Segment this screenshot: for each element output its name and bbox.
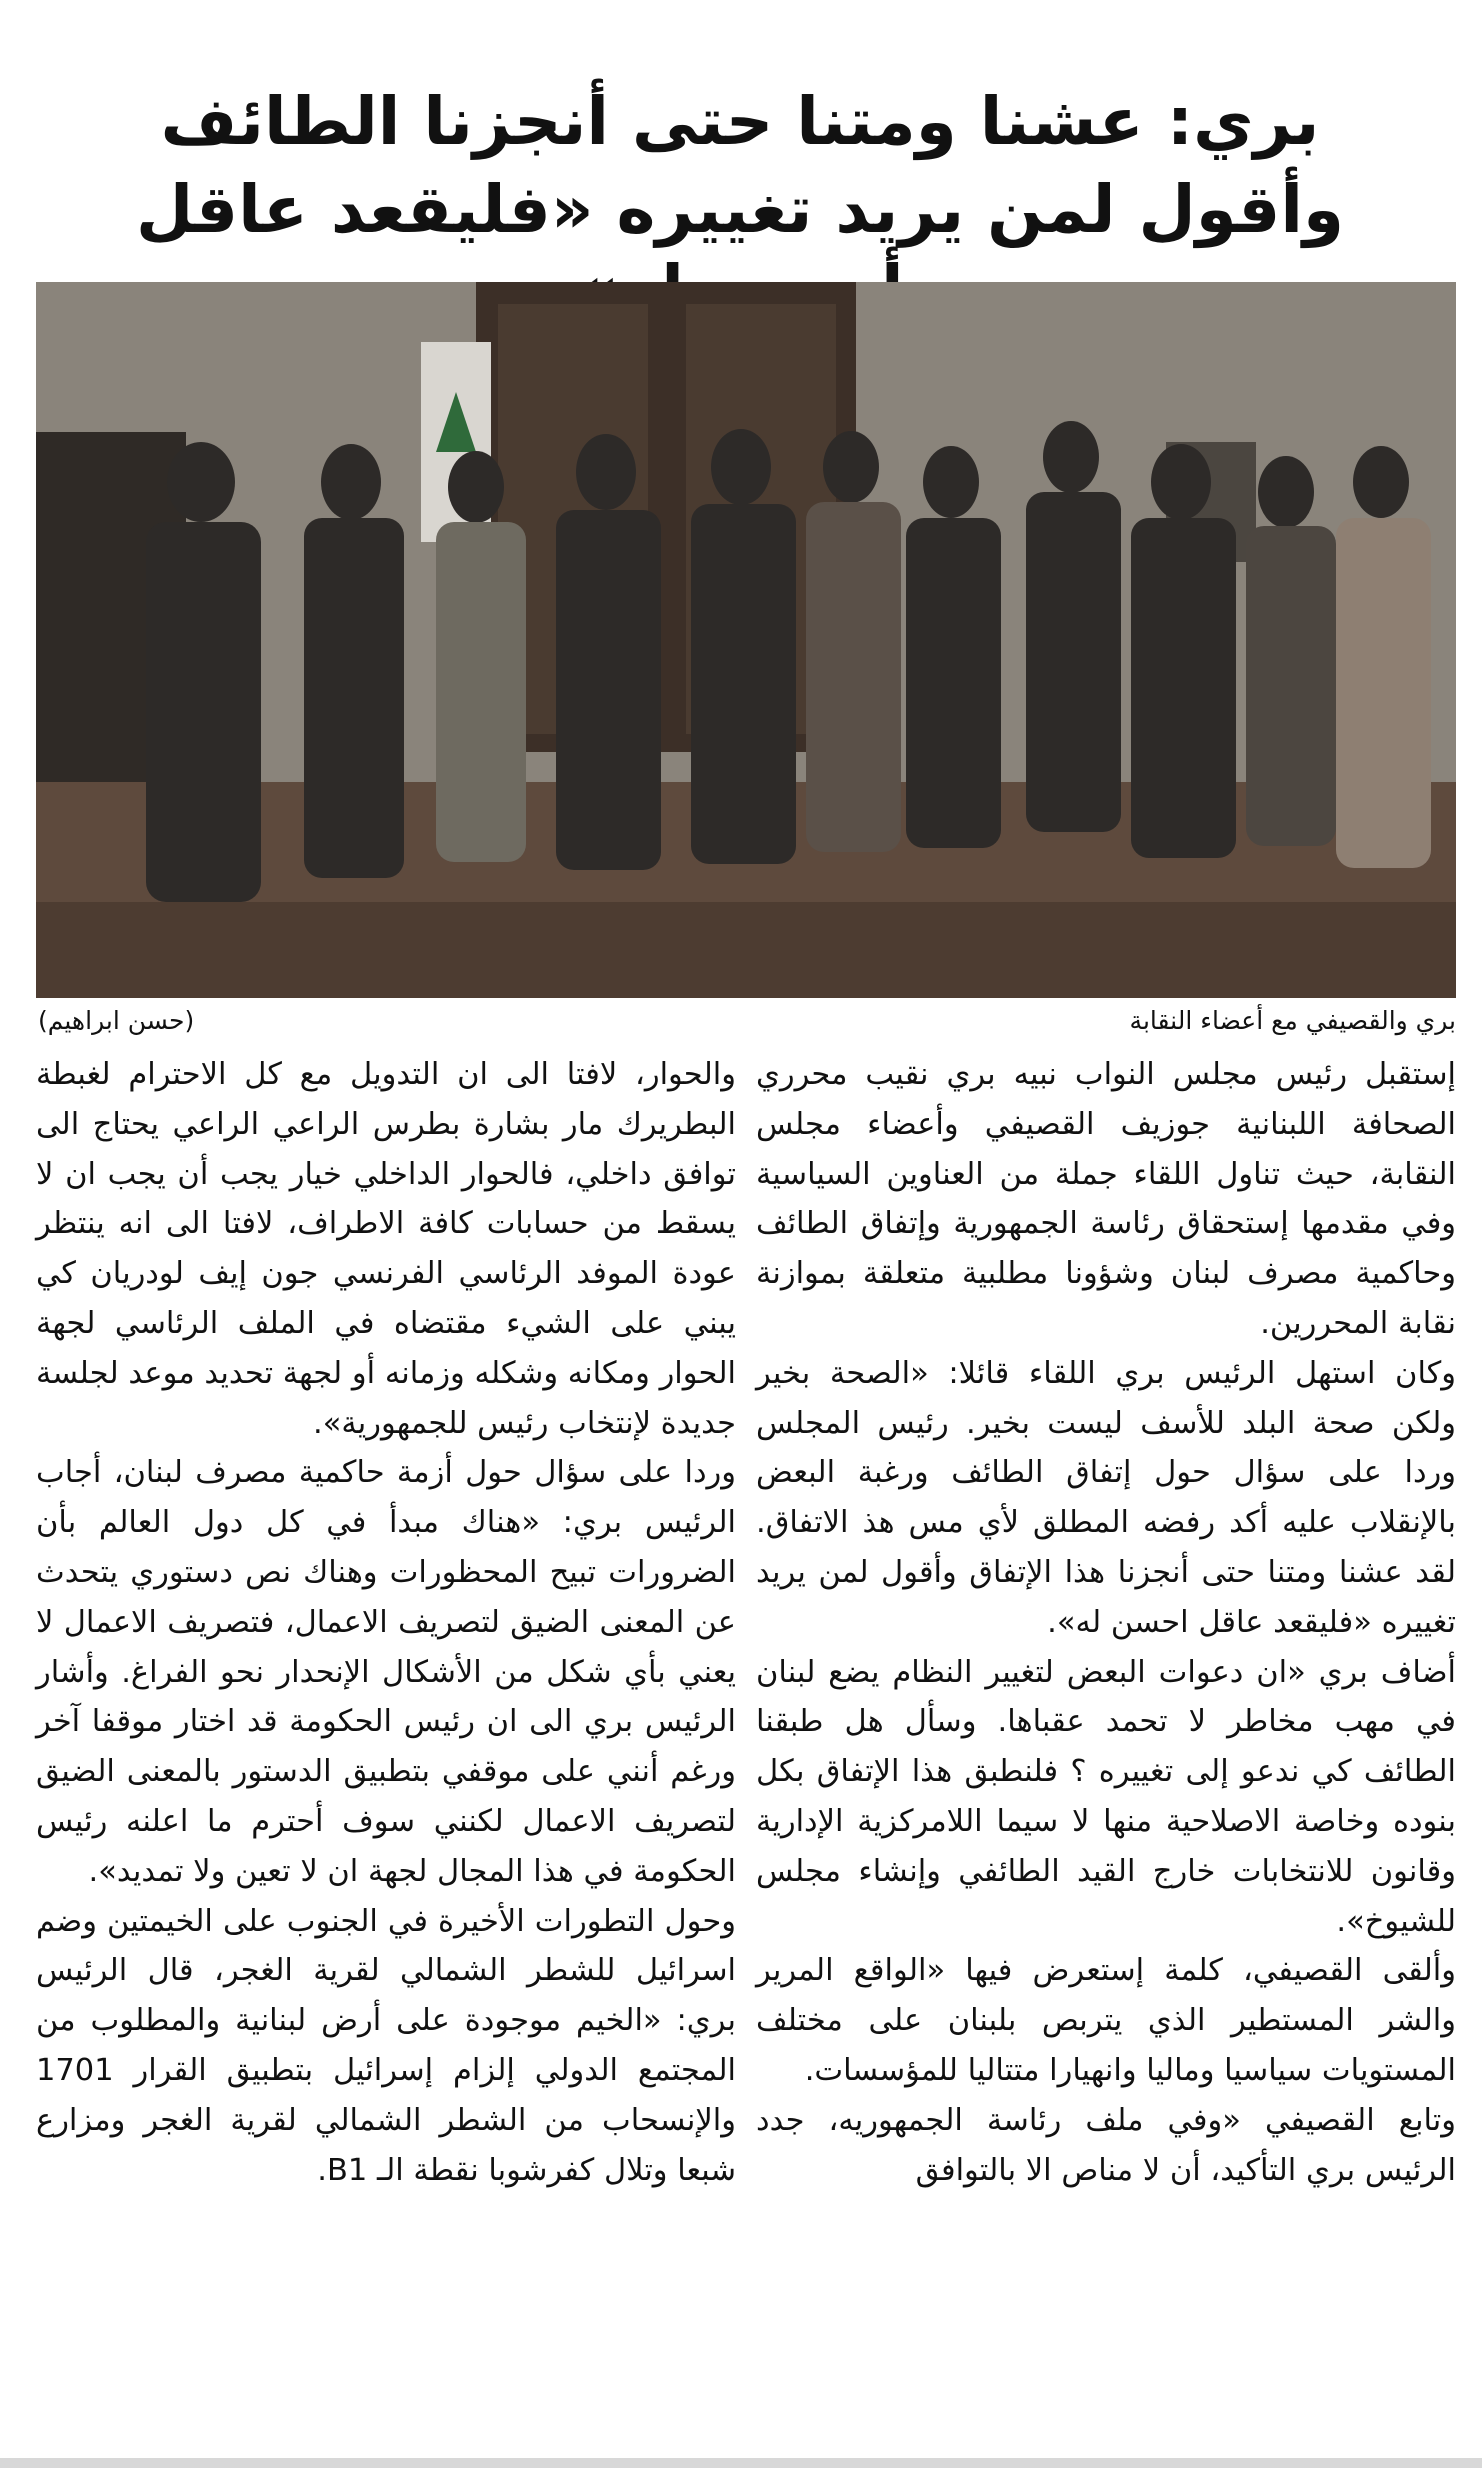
article-paragraph: وألقى القصيفي، كلمة إستعرض فيها «الواقع المرير والشر المستطير الذي يتربص بلبنان على مختلف المستويات سياسيا وماليا وانهيارا متتاليا للمؤسسات.	[756, 1953, 1456, 2088]
article-paragraph: والحوار، لافتا الى ان التدويل مع كل الاحترام لغبطة البطريرك مار بشارة بطرس الراعي الراعي يحتاج الى توافق داخلي، فالحوار الداخلي خيار يجب أن يجب ان لا يسقط من حسابات كافة الاطراف، لافتا الى انه ينتظر عودة الموفد الرئاسي الفرنسي جون إيف لودريان كي يبني على الشيء مقتضاه في الملف الرئاسي لجهة الحوار ومكانه وشكله وزمانه أو لجهة تحديد موعد لجلسة جديدة لإنتخاب رئيس للجمهورية».	[36, 1057, 736, 1441]
group-photo	[36, 282, 1456, 998]
article-column-right	[756, 1050, 1456, 2195]
page-bottom-rule	[0, 2458, 1482, 2468]
photo-credit: (حسن ابراهيم)	[38, 1006, 195, 1035]
article-paragraph: وكان استهل الرئيس بري اللقاء قائلا: «الصحة بخير ولكن صحة البلد للأسف ليست بخير. رئيس المجلس وردا على سؤال حول إتفاق الطائف ورغبة البعض بالإنقلاب عليه أكد رفضه المطلق لأي مس هذ الاتفاق. لقد عشنا ومتنا حتى أنجزنا هذا الإتفاق وأقول لمن يريد تغييره «فليقعد عاقل احسن له».	[756, 1355, 1456, 1640]
article-paragraph: إستقبل رئيس مجلس النواب نبيه بري نقيب محرري الصحافة اللبنانية جوزيف القصيفي وأعضاء مجلس النقابة، حيث تناول اللقاء جملة من العناوين السياسية وفي مقدمها إستحقاق رئاسة الجمهورية وإتفاق الطائف وحاكمية مصرف لبنان وشؤونا مطلبية متعلقة بموازنة نقابة المحررين.	[756, 1057, 1456, 1341]
article-column-left	[36, 1050, 736, 2195]
photo-caption: بري والقصيفي مع أعضاء النقابة	[1129, 1006, 1456, 1035]
article-paragraph: وردا على سؤال حول أزمة حاكمية مصرف لبنان، أجاب الرئيس بري: «هناك مبدأ في كل دول العالم بأن الضرورات تبيح المحظورات وهناك نص دستوري يتحدث عن المعنى الضيق لتصريف الاعمال، فتصريف الاعمال لا يعني بأي شكل من الأشكال الإنحدار نحو الفراغ. وأشار الرئيس بري الى ان رئيس الحكومة قد اختار موقفا آخر ورغم أنني على موقفي بتطبيق الدستور بالمعنى الضيق لتصريف الاعمال لكنني سوف أحترم ما اعلنه رئيس الحكومة في هذا المجال لجهة ان لا تعين ولا تمديد».	[36, 1455, 736, 1889]
headline-line-1: بري: عشنا ومتنا حتى أنجزنا الطائف	[160, 83, 1320, 160]
article-paragraph: أضاف بري «ان دعوات البعض لتغيير النظام يضع لبنان في مهب مخاطر لا تحمد عقباها. وسأل هل طبقنا الطائف كي ندعو إلى تغييره ؟ فلنطبق هذا الإتفاق بكل بنوده وخاصة الاصلاحية منها لا سيما اللامركزية الإدارية وقانون للانتخابات خارج القيد الطائفي وإنشاء مجلس للشيوخ».	[756, 1654, 1456, 1939]
article-paragraph: وحول التطورات الأخيرة في الجنوب على الخيمتين وضم اسرائيل للشطر الشمالي لقرية الغجر، قال الرئيس بري: «الخيم موجودة على أرض لبنانية والمطلوب من المجتمع الدولي إلزام إسرائيل بتطبيق القرار 1701 والإنسحاب من الشطر الشمالي لقرية الغجر ومزارع شبعا وتلال كفرشوبا نقطة الـ B1.	[36, 1903, 736, 2188]
headline-line-2: وأقول لمن يريد تغييره «فليقعد عاقل	[135, 171, 1345, 248]
article-paragraph: وتابع القصيفي «وفي ملف رئاسة الجمهوريه، جدد الرئيس بري التأكيد، أن لا مناص الا بالتوافق	[756, 2102, 1456, 2188]
